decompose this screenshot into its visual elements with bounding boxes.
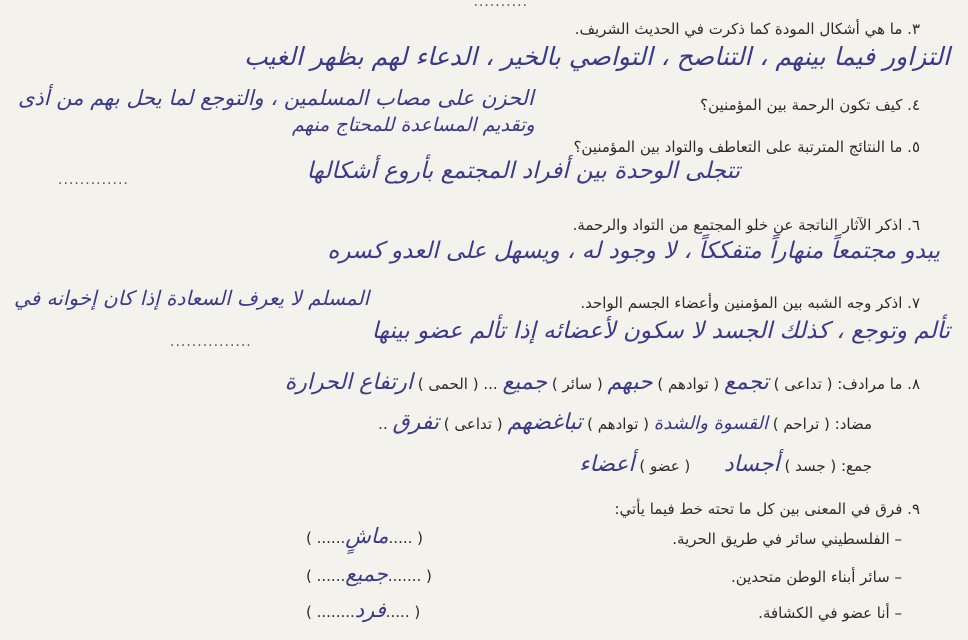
plural-label: جمع: ( جسد ) [784, 457, 872, 475]
answer-6: يبدو مجتمعاً منهاراً متفككاً ، لا وجود له ، ويسهل على العدو كسره [327, 238, 940, 264]
question-9: ٩. فرق في المعنى بين كل ما تحته خط فيما يأتي: [614, 500, 920, 518]
q9-sentence-3: – أنا عضو في الكشافة. [758, 604, 902, 622]
answer-3: التزاور فيما بينهم ، التناصح ، التواصي بالخير ، الدعاء لهم بظهر الغيب [244, 42, 950, 71]
question-8-synonyms: ٨. ما مرادف: ( تداعى ) تجمع ( توادهم ) حبهم ( سائر ) جميع ... ( الحمى ) ارتفاع الحرارة [284, 370, 920, 395]
syn-3-label: ( سائر ) [551, 375, 603, 393]
q9-answer-2: ( ......جميع....... ) [306, 562, 432, 586]
ant-label: مضاد: ( تراحم ) [772, 415, 872, 433]
answer-7-inline: المسلم لا يعرف السعادة إذا كان إخوانه في [14, 286, 370, 310]
q9-answer-1-text: ماشٍ [345, 524, 389, 548]
question-8-plurals [579, 452, 872, 477]
question-3: ٣. ما هي أشكال المودة كما ذكرت في الحديث الشريف. [574, 20, 920, 38]
question-7: ٧. اذكر وجه الشبه بين المؤمنين وأعضاء الجسم الواحد. [580, 294, 920, 312]
answer-7-dots: ............... [170, 334, 252, 350]
answer-5-dots: ............. [58, 172, 129, 188]
q9-answer-3-text: فرد [354, 598, 386, 622]
plural-1: أجساد [723, 452, 780, 477]
syn-4-label: ( الحمى ) [417, 375, 479, 393]
q9-answer-2-text: جميع [345, 562, 388, 586]
syn-label: ٨. ما مرادف: ( تداعى ) [773, 375, 920, 393]
answer-7-line-2: تألم وتوجع ، كذلك الجسد لا سكون لأعضائه إذا تألم عضو بينها [371, 318, 950, 344]
q9-sentence-1: – الفلسطيني سائر في طريق الحرية. [672, 530, 902, 548]
syn-2-label: ( توادهم ) [657, 375, 720, 393]
ant-2-label: ( توادهم ) [587, 415, 649, 433]
question-6: ٦. اذكر الآثار الناتجة عن خلو المجتمع من التواد والرحمة. [572, 216, 920, 234]
question-5: ٥. ما النتائج المترتبة على التعاطف والتواد بين المؤمنين؟ [573, 138, 920, 156]
answer-4-line-1: الحزن على مصاب المسلمين ، والتوجع لما يحل بهم من أذى [18, 86, 534, 110]
syn-2: حبهم [607, 370, 653, 395]
answer-5: تتجلى الوحدة بين أفراد المجتمع بأروع أشكالها [306, 158, 740, 184]
plural-2: أعضاء [579, 452, 635, 477]
top-fragment: .......... [473, 0, 528, 10]
question-8-antonyms: مضاد: ( تراحم ) القسوة والشدة ( توادهم ) تباغضهم ( تداعى ) تفرق .. [378, 410, 872, 435]
syn-4: ارتفاع الحرارة [284, 370, 413, 395]
syn-3: جميع [502, 370, 548, 395]
syn-1: تجمع [724, 370, 769, 395]
plural-2-label: ( عضو ) [639, 457, 691, 475]
ant-3: تفرق [392, 410, 439, 435]
ant-2: تباغضهم [507, 410, 583, 435]
ant-3-label: ( تداعى ) [443, 415, 503, 433]
q9-answer-3: ( ........فرد..... ) [306, 598, 421, 622]
q9-answer-1: ( ......ماشٍ..... ) [306, 524, 423, 548]
answer-4-line-2: وتقديم المساعدة للمحتاج منهم [292, 114, 535, 136]
q9-sentence-2: – سائر أبناء الوطن متحدين. [731, 568, 902, 586]
question-4: ٤. كيف تكون الرحمة بين المؤمنين؟ [700, 96, 920, 114]
ant-1: القسوة والشدة [653, 413, 768, 434]
